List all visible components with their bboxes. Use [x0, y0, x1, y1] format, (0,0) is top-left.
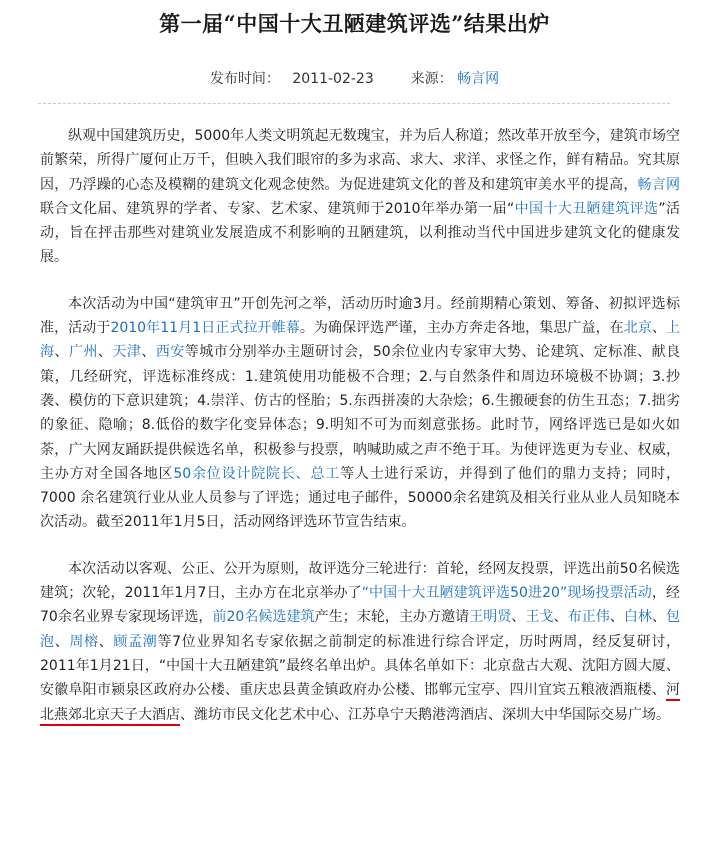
article-meta	[0, 68, 709, 88]
separator: 、	[54, 633, 70, 650]
separator: 、	[54, 344, 69, 361]
paragraph-intro	[40, 124, 680, 270]
expert-link[interactable]: 布正伟	[567, 609, 610, 626]
expert-link[interactable]: 王戈	[525, 609, 554, 626]
separator: 、	[609, 609, 624, 626]
expert-link[interactable]: 王明贤	[469, 609, 512, 626]
city-link-shanghai[interactable]: 上海	[40, 320, 681, 361]
text: ”活动，旨在抨击那些对建筑业发展造成不利影响的丑陋建筑，以利推动当代中国进步建筑文化的健康发展。	[40, 200, 680, 266]
header-divider	[38, 103, 670, 104]
separator: 、	[553, 609, 568, 626]
expert-link[interactable]: 白林	[623, 609, 652, 626]
text: 本次活动为中国“建筑审丑”开创先河之举，活动历时逾3月。经前期精心策划、筹备、初拟评选标准，活动于	[40, 295, 680, 337]
text: 等人士进行采访，并得到了他们的鼎力支持；同时，7000 余名建筑行业从业人员参与了评选；通过电子邮件，50000余名建筑及相关行业从业人员知晓本次活动。截至2011年1月5日，活动网络评选环节宣告结束。	[40, 465, 680, 531]
source-label: 来源：	[410, 71, 453, 87]
city-link-guangzhou[interactable]: 广州	[68, 344, 98, 361]
text: 。为确保评选严谨，主办方奔走各地，集思广益，在	[299, 320, 624, 337]
separator: 、	[651, 609, 667, 626]
text: 产生；末轮，主办方邀请	[314, 609, 470, 626]
expert-link[interactable]: 包泡	[40, 609, 681, 650]
separator: 、	[97, 344, 113, 361]
text: 等7位业界知名专家依据之前制定的标准进行综合评定，历时两周，经反复研讨，2011年1月21日，“中国十大丑陋建筑”最终名单出炉。具体名单如下：北京盘古大观、沈阳方圆大厦、安徽阜阳市颍泉区政府办公楼、重庆忠县黄金镇政府办公楼、邯郸元宝亭、四川宜宾五粮液酒瓶楼、	[40, 633, 681, 699]
highlighted-hotel-name: 河北燕郊北京天子大酒店	[40, 682, 680, 725]
text: 本次活动以客观、公正、公开为原则，故评选分三轮进行：首轮，经网友投票，评选出前50名候选建筑；次轮，2011年1月7日，主办方在北京举办了	[40, 560, 680, 602]
separator: 、	[511, 609, 526, 626]
site-link[interactable]: 畅言网	[637, 176, 681, 193]
publish-date: 2011-02-23	[292, 71, 374, 87]
vote-event-link[interactable]: “中国十大丑陋建筑评选50进20”现场投票活动	[361, 585, 652, 602]
expert-link[interactable]: 周榕	[69, 633, 99, 650]
publish-label: 发布时间：	[209, 71, 280, 87]
text: 等城市分别举办主题研讨会，50余位业内专家审大势、论建筑、定标准、献良策，几经研究，评选标准终成：1.建筑使用功能极不合理；2.与自然条件和周边环境极不协调；3.抄袭、模仿的下意识建筑；4.崇洋、仿古的怪胎；5.东西拼凑的大杂烩；6.生搬硬套的仿生丑态；7.拙劣的象征、隐喻；8.低俗的数字化变异体态；9.明知不可为而刻意张扬。此时节，网络评选已是如火如荼，广大网友踊跃提供候选名单，积极参与投票，呐喊助威之声不绝于耳。为使评选更为专业、权威，主办方对全国各地区	[40, 344, 681, 482]
separator: 、	[651, 320, 667, 337]
article-title: 第一届“中国十大丑陋建筑评选”结果出炉	[159, 11, 550, 36]
text: 联合文化届、建筑界的学者、专家、艺术家、建筑师于2010年举办第一届“	[40, 200, 515, 217]
separator: 、	[141, 344, 156, 361]
launch-date-link[interactable]: 2010年11月1日正式拉开帷幕	[110, 320, 300, 337]
text: ，经70余名业界专家现场评选，	[40, 585, 680, 626]
source-link[interactable]: 畅言网	[457, 71, 500, 87]
paragraph-results	[40, 557, 680, 727]
experts-link[interactable]: 50余位设计院院长、总工	[173, 465, 341, 482]
text: 纵观中国建筑历史，5000年人类文明筑起无数瑰宝，并为后人称道；然改革开放至今，建筑市场空前繁荣，所得广厦何止万千，但映入我们眼帘的多为求高、求大、求洋、求怪之作，鲜有精品。究其原因，乃浮躁的心态及模糊的建筑文化观念使然。为促进建筑文化的普及和建筑审美水平的提高，	[40, 128, 680, 193]
text: 、潍坊市民文化艺术中心、江苏阜宁天鹅港湾酒店、深圳大中华国际交易广场。	[180, 706, 670, 723]
paragraph-process	[40, 292, 680, 535]
top20-link[interactable]: 前20名候选建筑	[212, 609, 315, 626]
article-body	[40, 124, 680, 749]
expert-link[interactable]: 顾孟潮	[113, 633, 158, 650]
city-link-tianjin[interactable]: 天津	[112, 344, 142, 361]
city-link-xian[interactable]: 西安	[155, 344, 185, 361]
city-link-beijing[interactable]: 北京	[623, 320, 652, 337]
separator: 、	[98, 633, 114, 650]
event-link[interactable]: 中国十大丑陋建筑评选	[514, 200, 659, 217]
